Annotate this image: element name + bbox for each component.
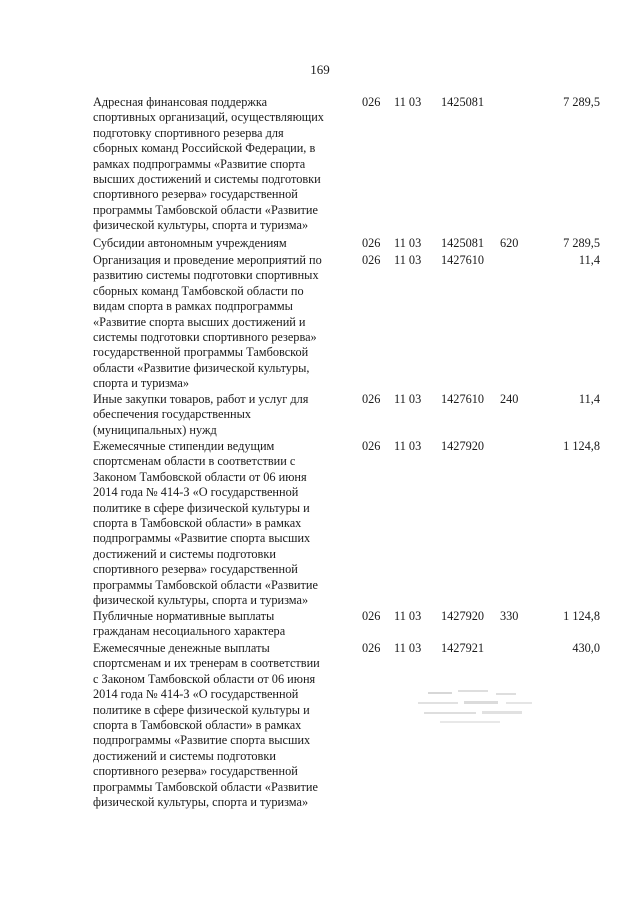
page-number: 169 — [310, 62, 330, 77]
row-description: Адресная финансовая поддержка спортивных организаций, осуществляющих подготовку спортивного резерва для сборных команд Российской Федерации, в рамках подпрограммы «Развитие спорта высших достижений и системы подготовки спортивного резерва» государственной программы Тамбовской области «Развитие физической культуры, спорта и туризма» — [93, 95, 324, 233]
row-description: Организация и проведение мероприятий по развитию системы подготовки спортивных сборных команд Тамбовской области по видам спорта в рамках подпрограммы «Развитие спорта высших достижений и системы подготовки спортивного резерва» государственной программы Тамбовской области «Развитие физической культуры, спорта и туризма» — [93, 253, 322, 391]
amount: 11,4 — [578, 253, 600, 267]
section-code: 11 03 — [394, 609, 422, 623]
amount: 7 289,5 — [563, 236, 600, 250]
ministry-code: 026 — [362, 439, 381, 453]
target-code: 1425081 — [441, 95, 485, 109]
row-description: Ежемесячные стипендии ведущим спортсменам области в соответствии с Законом Тамбовской области от 06 июня 2014 года № 414-З «О государственной политике в сфере физической культуры и спорта в Тамбовской области» в рамках подпрограммы «Развитие спорта высших достижений и системы подготовки спортивного резерва» государственной программы Тамбовской области «Развитие физической культуры, спорта и туризма» — [93, 439, 318, 608]
ministry-code: 026 — [362, 392, 381, 406]
amount: 7 289,5 — [563, 95, 600, 109]
amount: 430,0 — [572, 641, 600, 655]
target-code: 1427920 — [441, 439, 485, 453]
section-code: 11 03 — [394, 641, 422, 655]
section-code: 11 03 — [394, 392, 422, 406]
section-code: 11 03 — [394, 236, 422, 250]
target-code: 1427921 — [441, 641, 485, 655]
row-description: Публичные нормативные выплаты гражданам несоциального характера — [93, 609, 286, 639]
target-code: 1427610 — [441, 253, 485, 267]
ministry-code: 026 — [362, 609, 381, 623]
section-code: 11 03 — [394, 439, 422, 453]
expense-type-code: 620 — [500, 236, 519, 250]
row-description: Ежемесячные денежные выплаты спортсменам и их тренерам в соответствии с Законом Тамбовской области от 06 июня 2014 года № 414-З «О государственной политике в сфере физической культуры и спорта в Тамбовской области» в рамках подпрограммы «Развитие спорта высших достижений и системы подготовки спортивного резерва» государственной программы Тамбовской области «Развитие физической культуры, спорта и туризма» — [93, 641, 320, 810]
row-description: Иные закупки товаров, работ и услуг для обеспечения государственных (муниципальных) нужд — [93, 392, 309, 437]
expense-type-code: 330 — [500, 609, 519, 623]
expense-type-code: 240 — [500, 392, 519, 406]
ministry-code: 026 — [362, 253, 381, 267]
ministry-code: 026 — [362, 236, 381, 250]
amount: 1 124,8 — [563, 609, 600, 623]
faded-stamp-mark — [410, 684, 540, 728]
target-code: 1427610 — [441, 392, 485, 406]
target-code: 1427920 — [441, 609, 485, 623]
target-code: 1425081 — [441, 236, 485, 250]
section-code: 11 03 — [394, 95, 422, 109]
section-code: 11 03 — [394, 253, 422, 267]
ministry-code: 026 — [362, 95, 381, 109]
amount: 1 124,8 — [563, 439, 600, 453]
amount: 11,4 — [578, 392, 600, 406]
row-description: Субсидии автономным учреждениям — [93, 236, 287, 250]
ministry-code: 026 — [362, 641, 381, 655]
